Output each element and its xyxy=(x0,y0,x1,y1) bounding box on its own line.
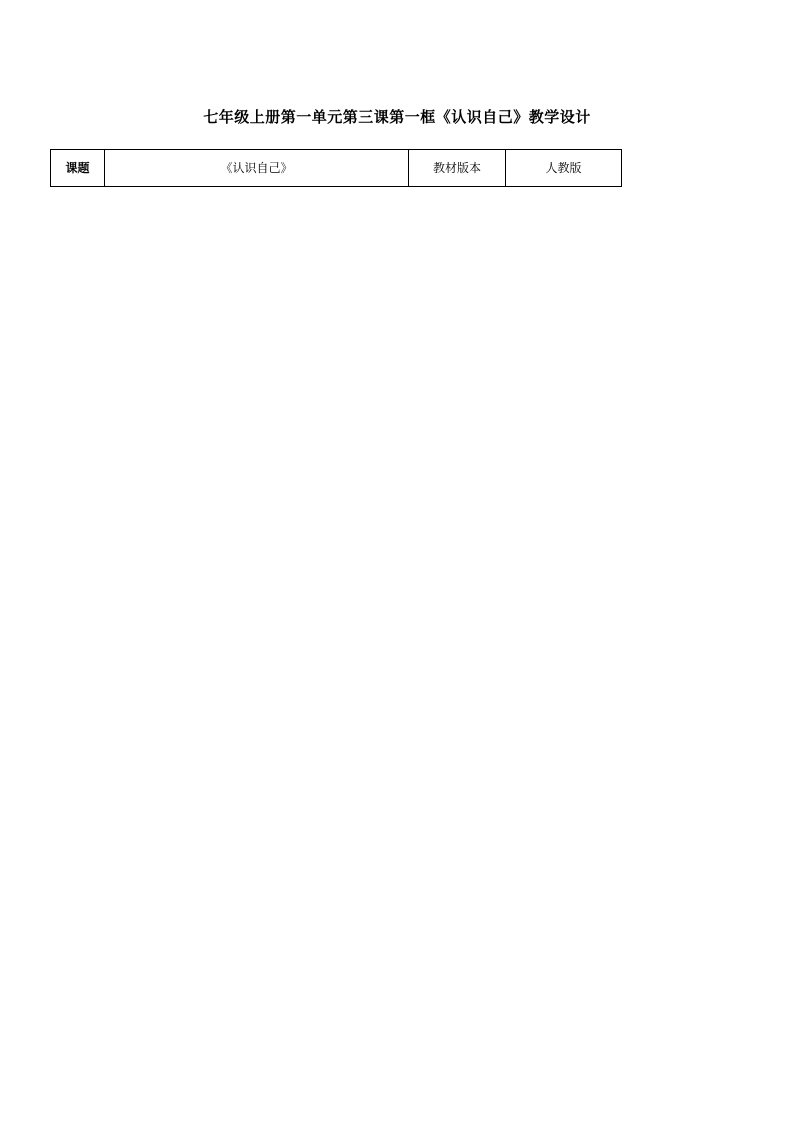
topic-label: 课题 xyxy=(51,150,105,187)
lesson-plan-table xyxy=(50,149,745,187)
edition-label: 教材版本 xyxy=(409,150,506,187)
document-title: 七年级上册第一单元第三课第一框《认识自己》教学设计 xyxy=(203,108,591,126)
topic-value: 《认识自己》 xyxy=(105,150,409,187)
topic-row xyxy=(51,150,745,187)
edition-value: 人教版 xyxy=(506,150,622,187)
